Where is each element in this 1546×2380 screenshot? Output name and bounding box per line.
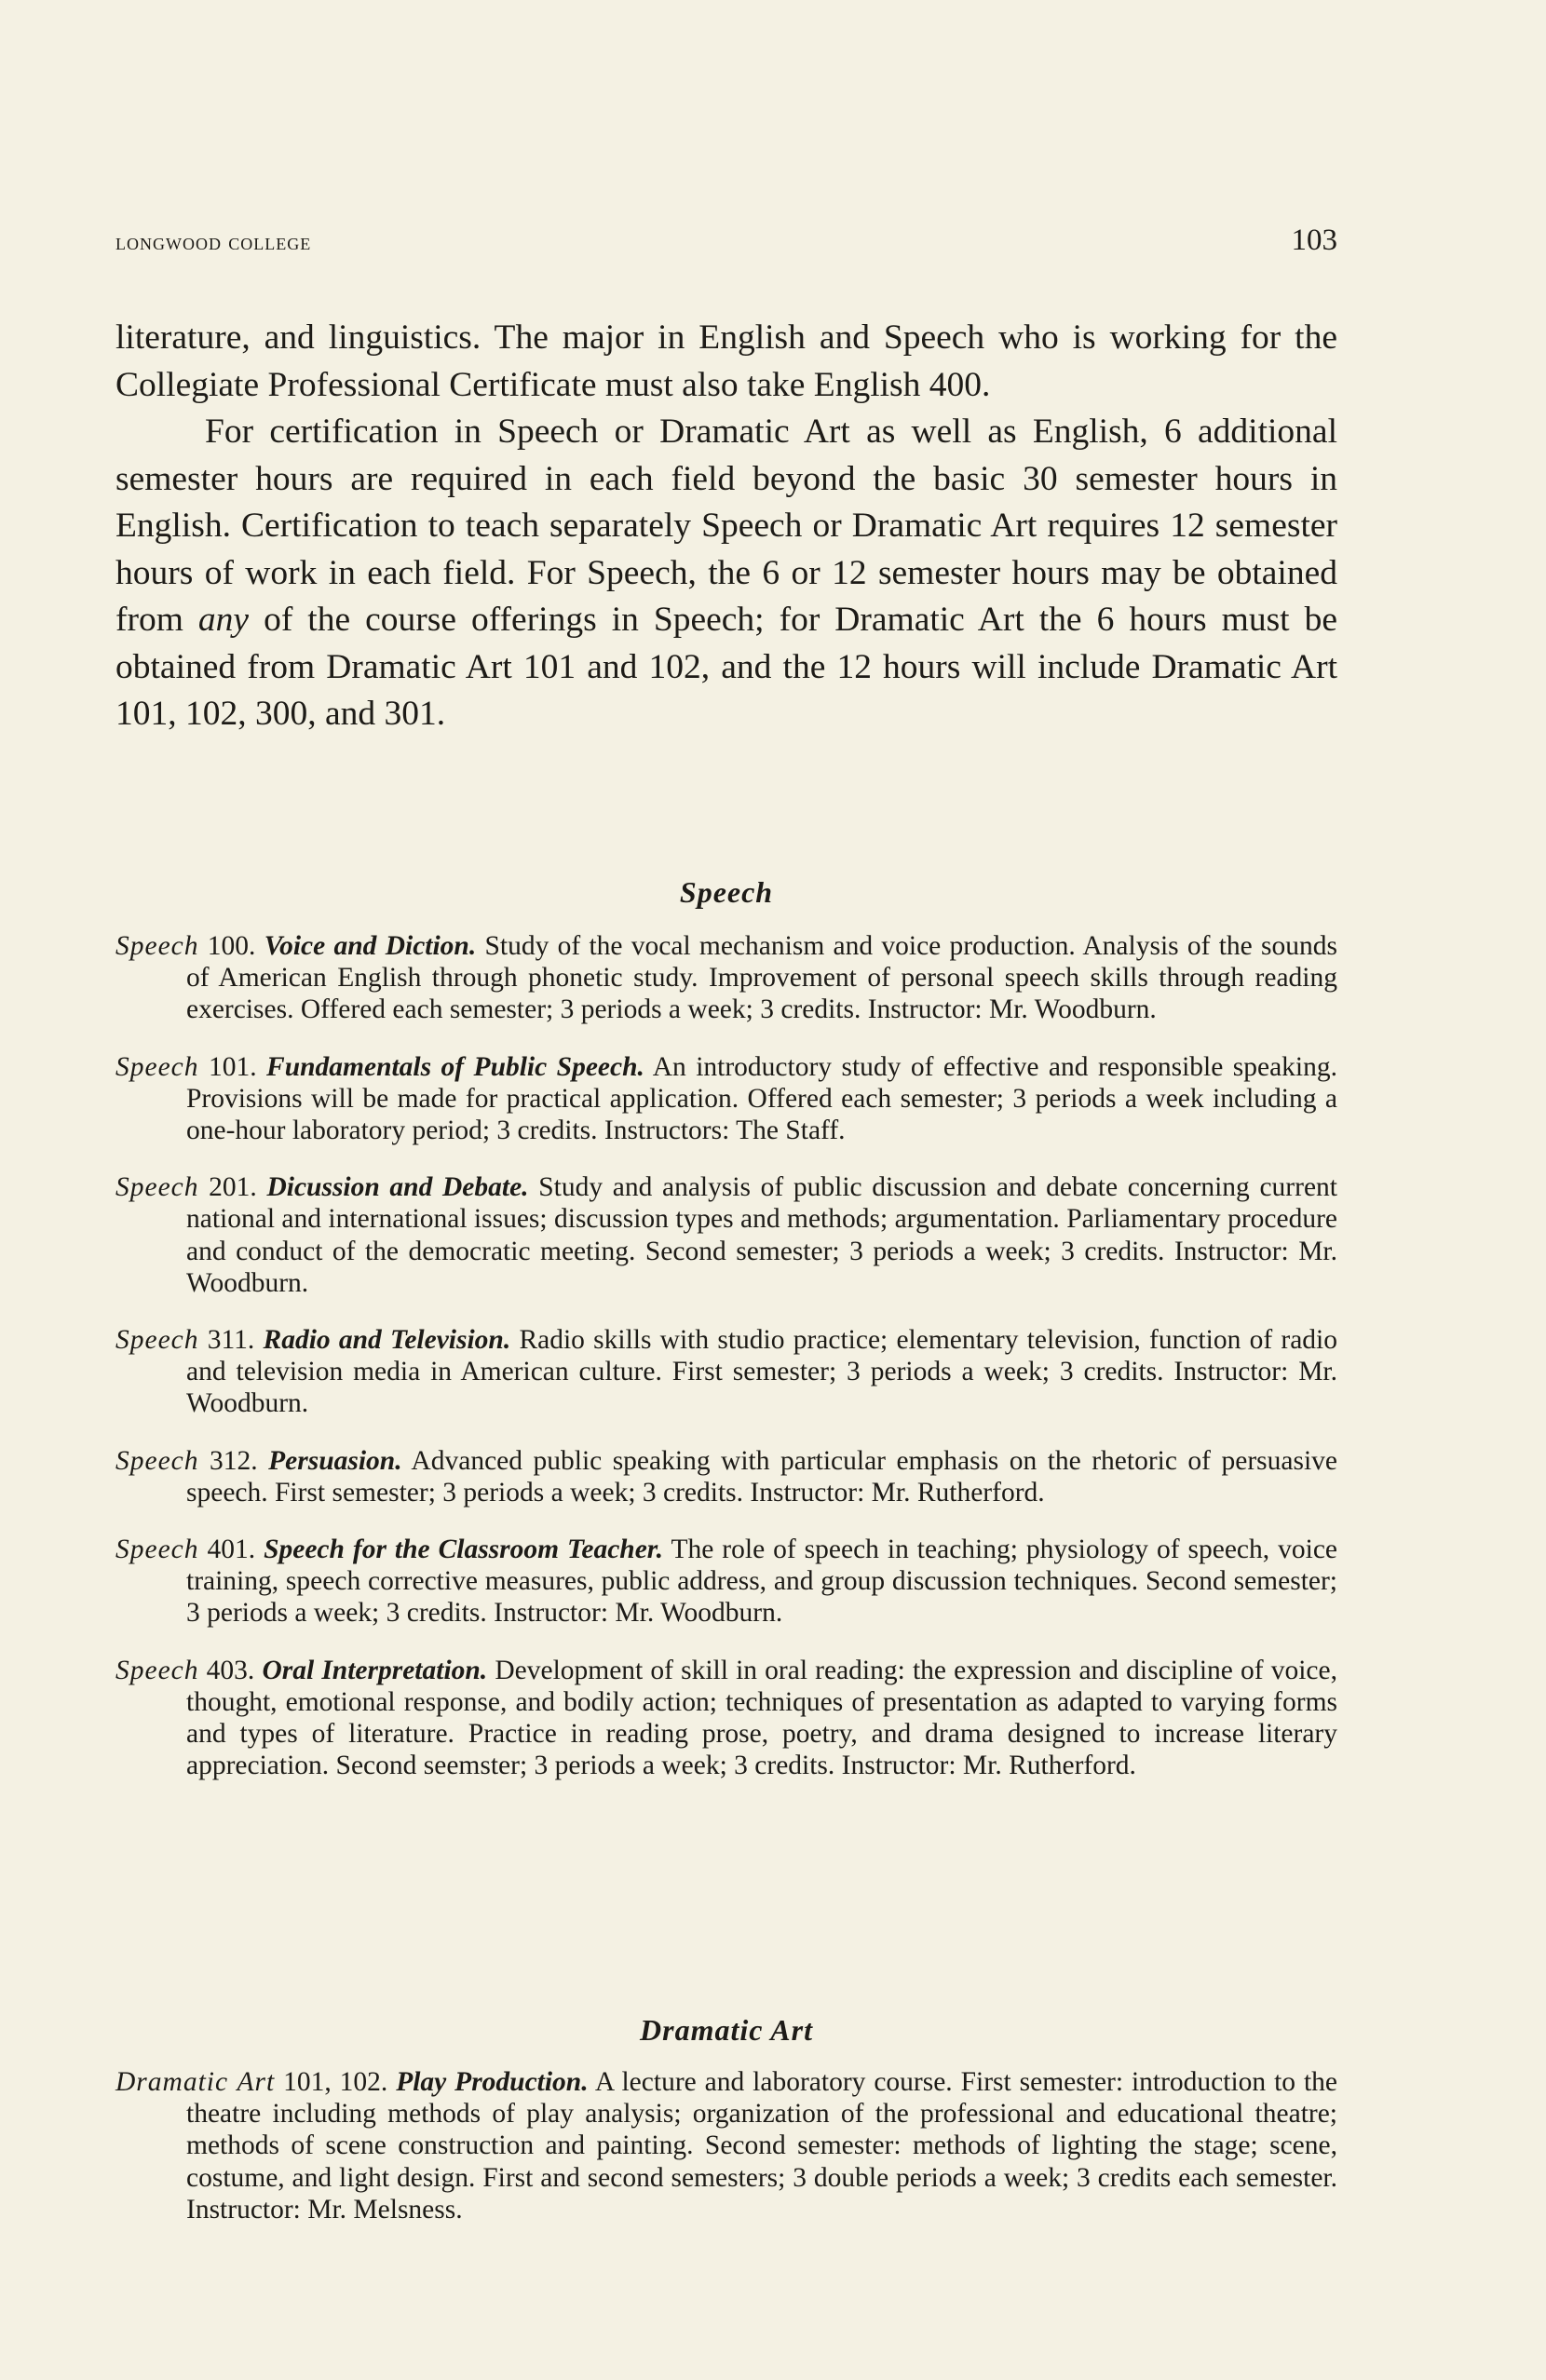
course-description: The role of speech in teaching; physiology of speech, voice training, speech corrective measures, public address, and group discussion techniques. Second semester; 3 periods a week; 3 credits. Instructor: Mr. Woodburn.: [186, 1535, 1338, 1629]
course-dept: Speech: [115, 1325, 199, 1356]
course-description: Radio skills with studio practice; elementary television, function of radio and television media in American culture. First semester; 3 periods a week; 3 credits. Instructor: Mr. Woodburn.: [186, 1325, 1337, 1419]
course-title: Persuasion.: [268, 1445, 402, 1476]
catalog-page: [115, 0, 1337, 2380]
course-title: Fundamentals of Public Speech.: [266, 1051, 644, 1082]
course-dept: Speech: [115, 1051, 199, 1082]
course-title: Voice and Diction.: [264, 931, 477, 961]
course-description: An introductory study of effective and responsible speaking. Provisions will be made for practical application. Offered each semester; 3 periods a week including a one-hour laboratory period; 3 credits. Instructors: The Staff.: [186, 1051, 1338, 1146]
course-title: Radio and Television.: [263, 1325, 511, 1356]
course-entry: [115, 1445, 1337, 1508]
course-dept: Speech: [115, 1535, 199, 1565]
course-dept: Dramatic Art: [115, 2067, 276, 2097]
course-entry: [115, 1534, 1337, 1629]
course-number: 312.: [198, 1445, 269, 1476]
intro-p2-end: of the course offerings in Speech; for Dramatic Art the 6 hours must be obtained from Dramatic Art 101 and 102, and the 12 hours will include Dramatic Art 101, 102, 300, and 301.: [115, 601, 1337, 733]
course-number: 101, 102.: [275, 2067, 397, 2097]
course-description: Study and analysis of public discussion and debate concerning current national and international issues; discussion types and methods; argumentation. Parliamentary procedure and conduct of the democratic meeting. Second semester; 3 periods a week; 3 credits. Instructor: Mr. Woodburn.: [186, 1172, 1337, 1298]
course-title: Dicussion and Debate.: [266, 1172, 529, 1203]
intro-p2-italic: any: [197, 601, 250, 639]
course-number: 403.: [198, 1655, 263, 1685]
course-description: A lecture and laboratory course. First semester: introduction to the theatre including methods of play analysis; organization of the professional and educational theatre; methods of scene construction and painting. Second semester: methods of lighting the stage; scene, costume, and light design. First and second semesters; 3 double periods a week; 3 credits each semester. Instructor: Mr. Melsness.: [186, 2067, 1337, 2224]
course-dept: Speech: [115, 931, 199, 961]
course-description: Study of the vocal mechanism and voice production. Analysis of the sounds of American English through phonetic study. Improvement of personal speech skills through reading exercises. Offered each semester; 3 periods a week; 3 credits. Instructor: Mr. Woodburn.: [186, 931, 1338, 1025]
course-number: 201.: [198, 1172, 267, 1203]
course-description: Development of skill in oral reading: the expression and discipline of voice, thought, emotional response, and bodily action; techniques of presentation as adapted to varying forms and types of literature. Practice in reading prose, poetry, and drama designed to increase literary appreciation. Second seemster; 3 periods a week; 3 credits. Instructor: Mr. Rutherford.: [186, 1655, 1337, 1781]
speech-heading: Speech: [679, 875, 774, 909]
course-title: Play Production.: [396, 2067, 589, 2097]
dramatic-art-heading: Dramatic Art: [640, 2013, 813, 2047]
running-head: longwood college: [115, 230, 312, 255]
course-dept: Speech: [115, 1655, 199, 1685]
course-entry: [115, 1051, 1337, 1147]
intro-paragraph-2: [115, 409, 1337, 738]
speech-section: [115, 875, 1337, 1806]
course-number: 311.: [198, 1325, 264, 1356]
course-title: Oral Interpretation.: [262, 1655, 488, 1685]
intro-paragraph-1: literature, and linguistics. The major in English and Speech who is working for the Collegiate Professional Certificate must also take English 400.: [115, 318, 1337, 404]
page-number: 103: [1291, 223, 1337, 257]
intro-p2-start: For certification in Speech or Dramatic Art as well as English, 6 additional semester hours are required in each field beyond the basic 30 semester hours in English. Certification to teach separately Speech or Dramatic Art requires 12 semester hours of work in each field. For Speech, the 6 or 12 semester hours may be obtained from: [115, 412, 1337, 639]
course-dept: Speech: [115, 1172, 199, 1203]
course-number: 100.: [198, 931, 264, 961]
course-entry: [115, 1171, 1337, 1299]
page-header: [115, 223, 1337, 258]
course-entry: [115, 1324, 1337, 1420]
course-entry: [115, 1655, 1337, 1782]
speech-course-list: [115, 930, 1337, 1781]
dramatic-art-course-list: [115, 2066, 1337, 2225]
course-description: Advanced public speaking with particular emphasis on the rhetoric of persuasive speech. First semester; 3 periods a week; 3 credits. Instructor: Mr. Rutherford.: [186, 1445, 1337, 1508]
course-entry: [115, 2066, 1337, 2225]
course-number: 101.: [198, 1051, 267, 1082]
dramatic-art-section: [115, 2013, 1337, 2251]
course-dept: Speech: [115, 1445, 199, 1476]
course-number: 401.: [198, 1535, 264, 1565]
course-entry: [115, 930, 1337, 1026]
course-title: Speech for the Classroom Teacher.: [264, 1535, 664, 1565]
intro-text: [115, 315, 1337, 738]
